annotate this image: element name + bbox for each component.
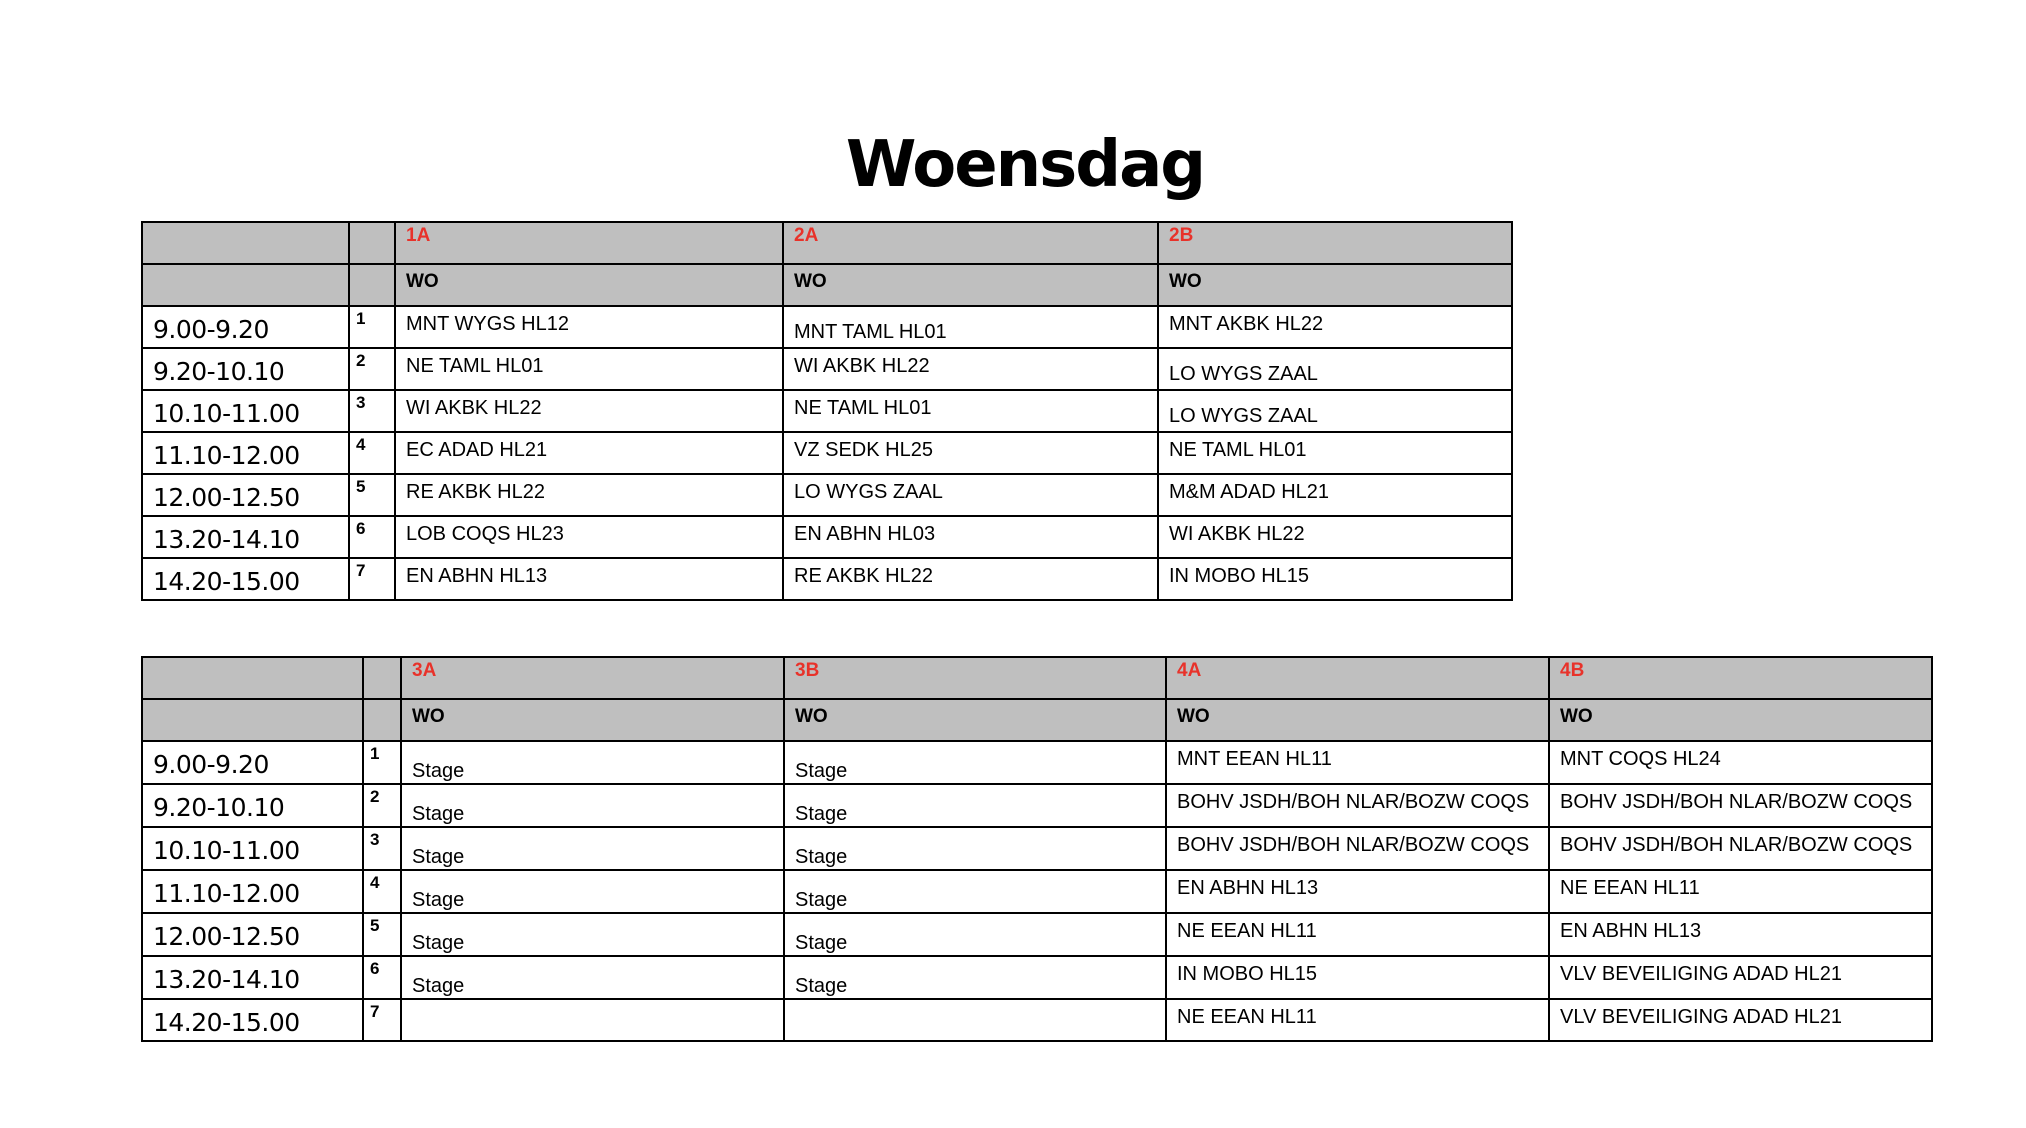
subject-header-row [142, 699, 1932, 741]
subject-label: WO [1169, 271, 1202, 292]
period-number: 7 [356, 561, 366, 580]
page-title: Woensdag [845, 128, 1205, 202]
lesson-cell: MNT WYGS HL12 [406, 313, 569, 335]
schedule-table-2 [141, 656, 1933, 1042]
lesson-cell: BOHV JSDH/BOH NLAR/BOZW COQS [1560, 791, 1913, 813]
lesson-cell: RE AKBK HL22 [794, 565, 933, 587]
time-slot: 11.10-12.00 [153, 879, 300, 908]
lesson-cell: Stage [412, 803, 465, 825]
time-slot: 9.20-10.10 [153, 357, 285, 386]
time-slot: 10.10-11.00 [153, 399, 300, 428]
table-row [142, 999, 1932, 1041]
lesson-cell: BOHV JSDH/BOH NLAR/BOZW COQS [1177, 834, 1530, 856]
class-label: 2B [1169, 225, 1194, 246]
period-number: 3 [370, 830, 380, 849]
lesson-cell: VLV BEVEILIGING ADAD HL21 [1560, 1006, 1842, 1028]
lesson-cell [402, 1000, 783, 1018]
lesson-cell: NE TAML HL01 [1169, 439, 1307, 461]
time-slot: 11.10-12.00 [153, 441, 300, 470]
period-number: 5 [370, 916, 380, 935]
period-number: 5 [356, 477, 366, 496]
period-number: 4 [370, 873, 380, 892]
class-header-row [142, 657, 1932, 699]
time-slot: 12.00-12.50 [153, 922, 300, 951]
period-number: 1 [370, 744, 380, 763]
lesson-cell: EN ABHN HL13 [1560, 920, 1702, 942]
table-row [142, 870, 1932, 913]
table-row [142, 474, 1512, 516]
table-row [142, 827, 1932, 870]
class-label: 3A [412, 660, 437, 681]
lesson-cell: NE TAML HL01 [406, 355, 544, 377]
table-row [142, 516, 1512, 558]
subject-label: WO [412, 706, 445, 727]
lesson-cell: M&M ADAD HL21 [1169, 481, 1330, 503]
time-slot: 9.00-9.20 [153, 750, 269, 779]
lesson-cell: MNT EEAN HL11 [1177, 748, 1332, 770]
lesson-cell: MNT COQS HL24 [1560, 748, 1721, 770]
lesson-cell: IN MOBO HL15 [1177, 963, 1318, 985]
lesson-cell: Stage [412, 932, 465, 954]
subject-label: WO [1560, 706, 1593, 727]
table-row [142, 306, 1512, 348]
table-row [142, 432, 1512, 474]
period-number: 2 [370, 787, 380, 806]
lesson-cell: MNT TAML HL01 [794, 321, 947, 343]
time-slot: 13.20-14.10 [153, 525, 300, 554]
schedule-table-1 [141, 221, 1513, 601]
period-number: 1 [356, 309, 366, 328]
subject-label: WO [1177, 706, 1210, 727]
table-row [142, 390, 1512, 432]
lesson-cell: WI AKBK HL22 [794, 355, 930, 377]
lesson-cell: IN MOBO HL15 [1169, 565, 1310, 587]
lesson-cell: Stage [795, 889, 848, 911]
lesson-cell: LO WYGS ZAAL [1169, 363, 1318, 385]
subject-header-row [142, 264, 1512, 306]
class-label: 1A [406, 225, 431, 246]
class-label: 4B [1560, 660, 1585, 681]
class-label: 3B [795, 660, 820, 681]
lesson-cell: NE EEAN HL11 [1177, 920, 1317, 942]
lesson-cell: NE EEAN HL11 [1560, 877, 1700, 899]
time-slot: 14.20-15.00 [153, 567, 300, 596]
table-row [142, 956, 1932, 999]
time-slot: 10.10-11.00 [153, 836, 300, 865]
table-row [142, 558, 1512, 600]
lesson-cell: Stage [795, 932, 848, 954]
lesson-cell: Stage [412, 889, 465, 911]
class-label: 2A [794, 225, 819, 246]
lesson-cell: VZ SEDK HL25 [794, 439, 933, 461]
period-number: 6 [370, 959, 380, 978]
period-number: 2 [356, 351, 366, 370]
lesson-cell: WI AKBK HL22 [1169, 523, 1305, 545]
lesson-cell: EC ADAD HL21 [406, 439, 548, 461]
time-slot: 9.00-9.20 [153, 315, 269, 344]
table-row [142, 913, 1932, 956]
lesson-cell: EN ABHN HL13 [1177, 877, 1319, 899]
time-slot: 12.00-12.50 [153, 483, 300, 512]
class-header-row [142, 222, 1512, 264]
table-row [142, 784, 1932, 827]
lesson-cell: LO WYGS ZAAL [794, 481, 943, 503]
lesson-cell [785, 1000, 1165, 1018]
lesson-cell: RE AKBK HL22 [406, 481, 545, 503]
period-number: 3 [356, 393, 366, 412]
lesson-cell: NE EEAN HL11 [1177, 1006, 1317, 1028]
time-slot: 9.20-10.10 [153, 793, 285, 822]
lesson-cell: Stage [795, 846, 848, 868]
lesson-cell: Stage [795, 760, 848, 782]
lesson-cell: EN ABHN HL03 [794, 523, 936, 545]
table-row [142, 348, 1512, 390]
period-number: 4 [356, 435, 366, 454]
subject-label: WO [794, 271, 827, 292]
lesson-cell: Stage [795, 803, 848, 825]
lesson-cell: MNT AKBK HL22 [1169, 313, 1324, 335]
lesson-cell: Stage [412, 760, 465, 782]
class-label: 4A [1177, 660, 1202, 681]
lesson-cell: EN ABHN HL13 [406, 565, 548, 587]
time-slot: 14.20-15.00 [153, 1008, 300, 1037]
lesson-cell: NE TAML HL01 [794, 397, 932, 419]
lesson-cell: Stage [412, 975, 465, 997]
subject-label: WO [406, 271, 439, 292]
lesson-cell: LO WYGS ZAAL [1169, 405, 1318, 427]
subject-label: WO [795, 706, 828, 727]
time-slot: 13.20-14.10 [153, 965, 300, 994]
period-number: 7 [370, 1002, 380, 1021]
lesson-cell: LOB COQS HL23 [406, 523, 564, 545]
lesson-cell: Stage [795, 975, 848, 997]
lesson-cell: BOHV JSDH/BOH NLAR/BOZW COQS [1560, 834, 1913, 856]
lesson-cell: BOHV JSDH/BOH NLAR/BOZW COQS [1177, 791, 1530, 813]
lesson-cell: Stage [412, 846, 465, 868]
lesson-cell: VLV BEVEILIGING ADAD HL21 [1560, 963, 1842, 985]
table-row [142, 741, 1932, 784]
period-number: 6 [356, 519, 366, 538]
lesson-cell: WI AKBK HL22 [406, 397, 542, 419]
